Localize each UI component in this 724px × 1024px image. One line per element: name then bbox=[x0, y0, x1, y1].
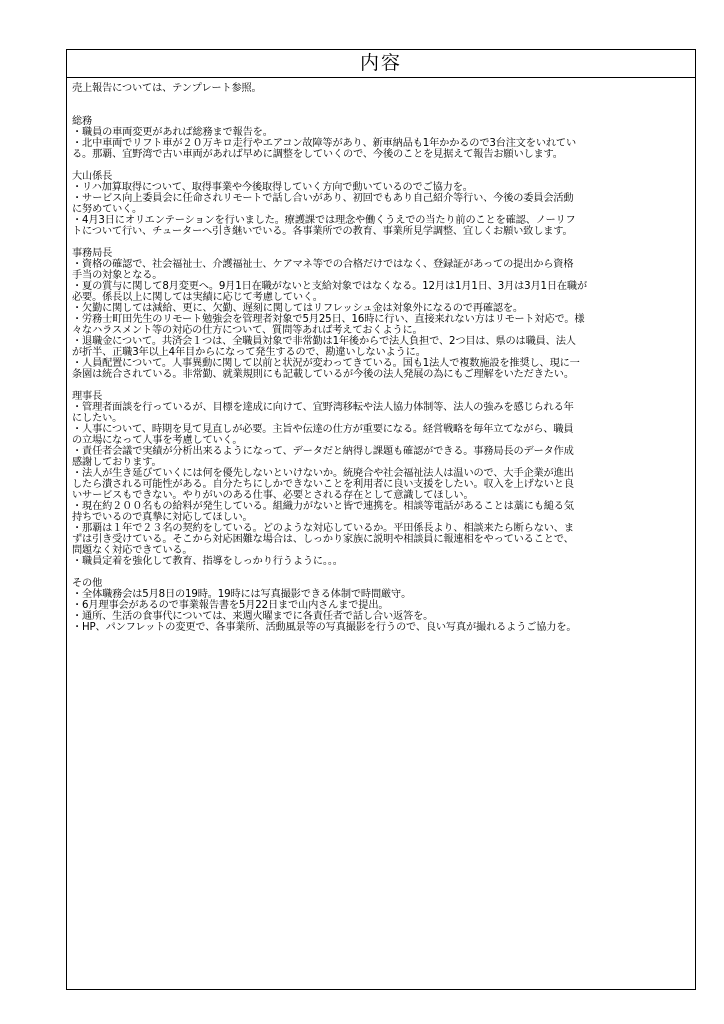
spacer bbox=[72, 567, 691, 578]
spacer bbox=[72, 380, 691, 391]
spacer bbox=[72, 237, 691, 248]
section-line: にしたい。 bbox=[72, 413, 123, 424]
section-line: 手当の対象となる。 bbox=[72, 270, 163, 281]
section-line: いサービスもできない。やりがいのある仕事、必要とされる存在として意識してほしい。 bbox=[72, 490, 474, 501]
section-heading: 理事長 bbox=[72, 391, 103, 402]
section-heading: 総務 bbox=[72, 116, 93, 127]
document-frame bbox=[66, 49, 696, 990]
section-line: 条園は統合されている。非常勤、就業規則にも記載しているが今後の法人発展の為にもご理解をいただきたい。 bbox=[72, 369, 574, 380]
section-line: る。那覇、宜野湾で古い車両があれば早めに調整をしていくので、今後のことを見据えて報告お願いします。 bbox=[72, 149, 563, 160]
section-line: ・労務士町田先生のリモート勉強会を管理者対象で5月25日、16時に行い、直接来れない方はリモート対応で。様 bbox=[72, 314, 585, 325]
spacer bbox=[72, 94, 691, 105]
section-line: ・HP、パンフレットの変更で、各事業所、活動風景等の写真撮影を行うので、良い写真が撮れるようご協力を。 bbox=[72, 622, 577, 633]
section-line: ・職員の車両変更があれば総務まで報告を。 bbox=[72, 127, 273, 138]
section-line: ・現在約２００名もの給料が発生している。組織力がないと皆で連携を。相談等電話があることは藁にも縋る気 bbox=[72, 501, 574, 512]
title-header bbox=[67, 50, 695, 78]
section-line: 持ちでいるので真摯に対応してほしい。 bbox=[72, 512, 253, 523]
section-line: ・全体職務会は5月8日の19時。19時には写真撮影できる体制で時間厳守。 bbox=[72, 589, 412, 600]
section-line: ・北中車両でリフト車が２０万キロ走行やエアコン故障等があり、新車納品も1年かかるので3台注文をいれてい bbox=[72, 138, 576, 149]
section-line: ・管理者面談を行っているが、目標を達成に向けて、宜野湾移転や法人協力体制等、法人の強みを感じられる年 bbox=[72, 402, 574, 413]
section-line: ・責任者会議で実績が分析出来るようになって、データだと納得し課題も確認ができる。事務局長のデータ作成 bbox=[72, 446, 574, 457]
section-line: ・4月3日にオリエンテーションを行いました。療護課では理念や働くうえでの当たり前のことを確認、ノーリフ bbox=[72, 215, 576, 226]
section-line: ・人事について、時期を見て見直しが必要。主旨や伝達の仕方が重要になる。経営戦略を毎年立てながら、職員 bbox=[72, 424, 574, 435]
spacer bbox=[72, 105, 691, 116]
section-heading: 事務局長 bbox=[72, 248, 113, 259]
section-line: 感謝しております。 bbox=[72, 457, 162, 468]
section-line: ずは引き受けている。そこから対応困難な場合は、しっかり家族に説明や相談員に報連相をやっていることで、 bbox=[72, 534, 574, 545]
section-line: ・資格の確認で、社会福祉士、介護福祉士、ケアマネ等での合格だけではなく、登録証があっての提出から資格 bbox=[72, 259, 574, 270]
section-heading: その他 bbox=[72, 578, 103, 589]
section-line: の立場になって人事を考慮していく。 bbox=[72, 435, 243, 446]
intro-text: 売上報告については、テンプレート参照。 bbox=[72, 83, 262, 94]
section-line: 問題なく対応できている。 bbox=[72, 545, 193, 556]
section-line: 々なハラスメント等の対応の仕方について、質問等あれば考えておくように。 bbox=[72, 325, 423, 336]
spacer bbox=[72, 160, 691, 171]
section-line: ・欠勤に関しては減給、更に、欠勤、遅刻に関してはリフレッシュ金は対象外になるので再確認を。 bbox=[72, 303, 523, 314]
document-body bbox=[67, 78, 695, 633]
section-heading: 大山係長 bbox=[72, 171, 113, 182]
section-line: 必要。係長以上に関しては実績に応じて考慮していく。 bbox=[72, 292, 323, 303]
section-line: ・退職金について。共済会１つは、全職員対象で非常勤は1年後からで法人負担で、2つ目は、県のは職員、法人 bbox=[72, 336, 576, 347]
section-line: ・サービス向上委員会に任命されリモートで話し合いがあり、初回でもあり自己紹介等行い、今後の委員会活動 bbox=[72, 193, 574, 204]
section-line: ・通所、生活の食事代については、来週火曜までに各責任者で話し合い返答を。 bbox=[72, 611, 434, 622]
section-line: ・職員定着を強化して教育、指導をしっかり行うように。。。 bbox=[72, 556, 343, 567]
section-line: ・人員配置について。人事異動に関して以前と状況が変わってきている。国も1法人で複数施設を推奨し、現に一 bbox=[72, 358, 580, 369]
section-line: ・法人が生き延びていくには何を優先しないといけないか。統廃合や社会福祉法人は温いので、大手企業が進出 bbox=[72, 468, 574, 479]
section-line: ・那覇は１年で２３名の契約をしている。どのような対応しているか。平田係長より、相談来たら断らない、ま bbox=[72, 523, 574, 534]
section-line: したら潰される可能性がある。自分たちにしかできないことを利用者に良い支援をしたい。収入を上げないと良 bbox=[72, 479, 574, 490]
section-line: に努めていく。 bbox=[72, 204, 143, 215]
section-line: ・夏の賞与に関して8月変更へ。9月1日在職がないと支給対象ではなくなる。12月は1月1日、3月は3月1日在職が bbox=[72, 281, 587, 292]
section-line: が折半、正職3年以上4年目からになって発生するので、勘違いしないように。 bbox=[72, 347, 426, 358]
section-line: ・6月理事会があるので事業報告書を5月22日まで山内さんまで提出。 bbox=[72, 600, 389, 611]
section-line: ・リハ加算取得について、取得事業や今後取得していく方向で動いているのでご協力を。 bbox=[72, 182, 473, 193]
section-line: トについて行い、チューターへ引き継いでいる。各事業所での教育、事業所見学調整、宜しくお願い致します。 bbox=[72, 226, 573, 237]
document-title: 内容 bbox=[359, 52, 402, 74]
